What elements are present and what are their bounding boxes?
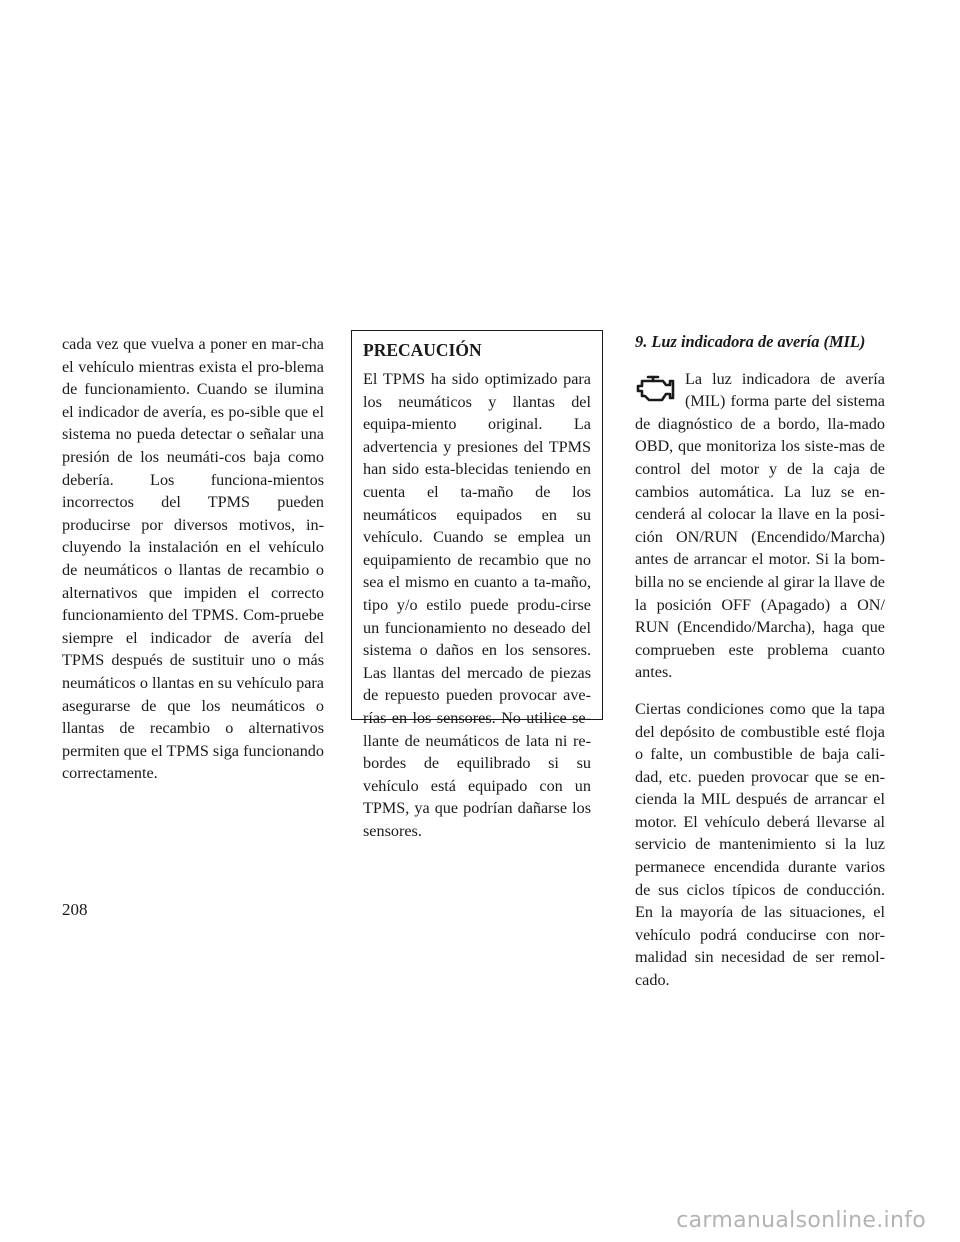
caution-box: [351, 330, 603, 840]
mil-paragraph: [635, 368, 885, 684]
engine-check-icon: [635, 372, 677, 406]
watermark: carmanualsonline.info: [676, 1208, 926, 1233]
left-paragraph: cada vez que vuelva a poner en mar-cha el vehículo mientras exista el pro-blema de funcionamiento. Cuando se ilumina el indicador de avería, es po-sible que el sistema no pueda detectar o señalar una presión de los neumáti-cos baja como debería. Los funciona-mientos incorrectos del TPMS pueden producirse por diversos motivos, in-cluyendo la instalación en el vehículo de neumáticos o llantas de recambio o alternativos que impiden el correcto funcionamiento del TPMS. Com-pruebe siempre el indicador de avería del TPMS después de sustituir uno o más neumáticos o llantas en su vehículo para asegurarse de que los neumáticos o llantas de recambio o alternativos permiten que el TPMS siga funcionando correctamente.: [62, 335, 324, 783]
conditions-paragraph: Ciertas condiciones como que la tapa del depósito de combustible esté floja o falte, un combustible de baja cali-dad, etc. pueden provocar que se en-cienda la MIL después de arrancar el motor. El vehículo deberá llevarse al servicio de mantenimiento si la luz permanece encendida durante varios de sus ciclos típicos de conducción. En la mayoría de las situaciones, el vehículo podrá conducirse con nor-malidad sin necesidad de ser remol-cado.: [635, 699, 885, 990]
right-column: [635, 331, 885, 992]
mil-paragraph-text: La luz indicadora de avería (MIL) forma parte del sistema de diagnóstico de a bordo, lla-mado OBD, que monitoriza los siste-mas de control del motor y de la caja de cambios automática. La luz se en-cenderá al colocar la llave en la posi-ción ON/RUN (Encendido/Marcha) antes de arrancar el motor. Si la bom-billa no se enciende al girar la llave de la posición OFF (Apagado) a ON/ RUN (Encendido/Marcha), haga que comprueben este problema cuanto antes.: [635, 369, 885, 682]
caution-title: PRECAUCIÓN: [363, 340, 482, 360]
page-number: 208: [62, 900, 88, 919]
section-heading: 9. Luz indicadora de avería (MIL): [635, 332, 866, 351]
caution-text: El TPMS ha sido optimizado para los neumáticos y llantas del equipa-miento original. La advertencia y presiones del TPMS han sido esta-blecidas teniendo en cuenta el ta-maño de los neumáticos equipados en su vehículo. Cuando se emplea un equipamiento de recambio que no sea el mismo en cuanto a ta-maño, tipo y/o estilo puede produ-cirse un funcionamiento no deseado del sistema o daños en los sensores. Las llantas del mercado de piezas de repuesto pueden provocar ave-rías en los sensores. No utilice se-llante de neumáticos de lata ni re-bordes de equilibrado si su vehículo está equipado con un TPMS, ya que podrían dañarse los sensores.: [363, 370, 591, 840]
left-column: [62, 333, 324, 785]
